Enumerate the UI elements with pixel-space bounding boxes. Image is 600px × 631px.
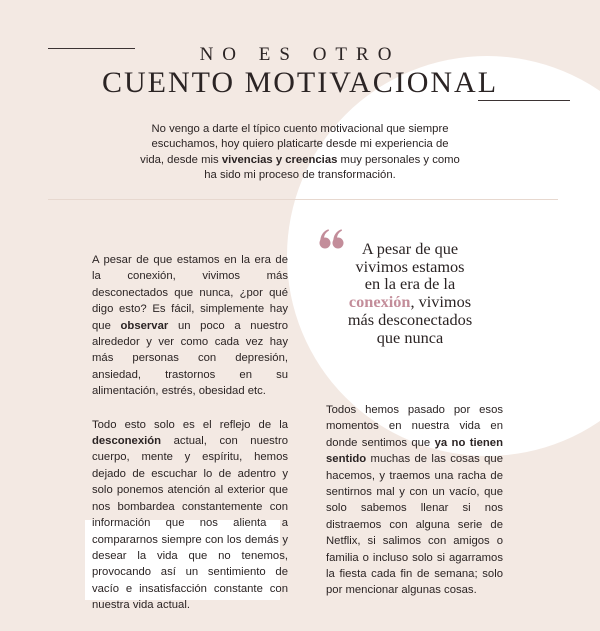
- quote-highlight: conexión: [348, 292, 411, 312]
- quote-mark-icon: [318, 228, 346, 250]
- left-paragraph-1: A pesar de que estamos en la era de la conexión, vivimos más desconectados que nunca, ¿por qué digo esto? Es fácil, simplemente hay que observar un poco a nuestro alrededor y ver como cada vez hay más personas con depresión, ansiedad, trastornos en su alimentación, estrés, obesidad etc.: [92, 254, 288, 398]
- left-paragraph-2: Todo esto solo es el reflejo de la desconexión actual, con nuestro cuerpo, mente y espíritu, hemos dejado de escuchar lo de adentro y solo ponemos atención al exterior que nos bombardea constantemente con información que nos alienta a compararnos siempre con los demás y desear la vida que no tenemos, provocando así un sentimiento de vacío e insatisfacción constante con nuestra vida actual.: [92, 418, 288, 612]
- title-rule-right: [478, 100, 570, 101]
- right-paragraph-1: Todos hemos pasado por esos momentos en nuestra vida en donde sentimos que ya no tienen sentido muchas de las cosas que hacemos, y traemos una racha de sentirnos mal y con un vacío, que solo sabemos llenar si nos distraemos con alguna serie de Netflix, si salimos con amigos o familia o incluso solo si agarramos la fiesta cada fin de semana; solo por mencionar algunas cosas.: [326, 404, 503, 597]
- title-line-1: NO ES OTRO: [199, 44, 401, 65]
- right-column: [326, 402, 503, 616]
- pull-quote: A pesar de que vivimos estamos en la era de la conexión, vivimos más desconectados que nunca: [347, 239, 473, 347]
- left-column: [92, 252, 288, 631]
- section-divider: [48, 199, 558, 200]
- title-line-2: CUENTO MOTIVACIONAL: [101, 66, 499, 99]
- intro-paragraph: No vengo a darte el típico cuento motivacional que siempre escuchamos, hoy quiero platicarte desde mi experiencia de vida, desde mis vivencias y creencias muy personales y como ha sido mi proceso de transformación.: [140, 123, 460, 182]
